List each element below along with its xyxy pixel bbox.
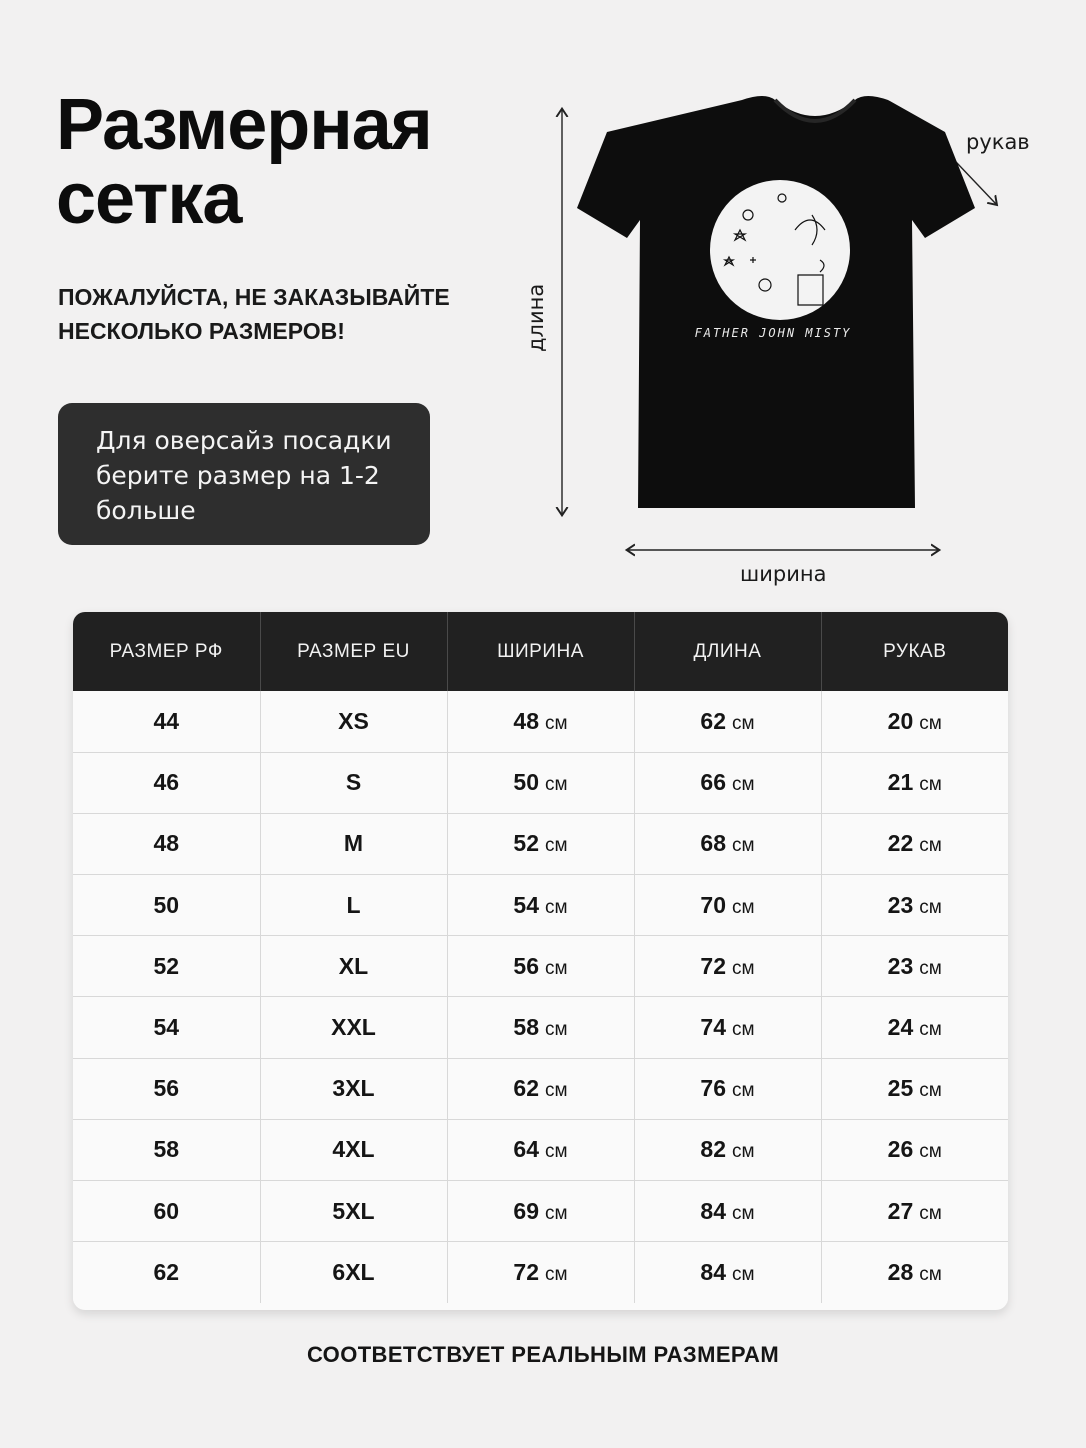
cell-value: 56	[153, 1075, 180, 1102]
cell-unit: см	[919, 1141, 942, 1163]
cell-size-ru	[73, 1181, 260, 1242]
cell-value: M	[343, 830, 364, 857]
cell-width	[447, 752, 634, 813]
warning-line-2: НЕСКОЛЬКО РАЗМЕРОВ!	[58, 318, 345, 344]
cell-length	[634, 1242, 821, 1303]
cell-value: 82	[700, 1136, 727, 1163]
oversize-note	[58, 403, 430, 545]
cell-unit: см	[545, 1202, 568, 1224]
cell-value: 3XL	[332, 1075, 375, 1102]
cell-unit: см	[732, 712, 755, 734]
cell-value: 23	[887, 952, 914, 979]
cell-sleeve	[821, 691, 1008, 752]
cell-value: 22	[887, 830, 914, 857]
table-row	[73, 1181, 1008, 1242]
cell-value: 21	[887, 769, 914, 796]
table-row	[73, 1058, 1008, 1119]
cell-value: 58	[513, 1014, 540, 1041]
cell-value: 54	[153, 1014, 180, 1041]
cell-value: 28	[887, 1259, 914, 1286]
oversize-note-text: Для оверсайз посадки берите размер на 1-2 больше	[96, 426, 392, 525]
cell-value: 62	[153, 1259, 180, 1286]
cell-value: 69	[513, 1197, 540, 1224]
cell-value: 72	[513, 1259, 540, 1286]
page-title	[56, 85, 432, 239]
cell-width	[447, 813, 634, 874]
cell-size-eu	[260, 936, 447, 997]
cell-value: S	[345, 769, 362, 796]
cell-size-eu	[260, 813, 447, 874]
cell-size-eu	[260, 1242, 447, 1303]
cell-width	[447, 936, 634, 997]
cell-value: 5XL	[332, 1197, 375, 1224]
cell-value: 60	[153, 1197, 180, 1224]
cell-value: 54	[513, 891, 540, 918]
cell-size-eu	[260, 1181, 447, 1242]
cell-value: 56	[513, 952, 540, 979]
order-warning	[58, 280, 508, 348]
cell-value: 6XL	[332, 1259, 375, 1286]
cell-value: 23	[887, 891, 914, 918]
cell-unit: см	[732, 1141, 755, 1163]
cell-sleeve	[821, 752, 1008, 813]
cell-size-ru	[73, 936, 260, 997]
cell-length	[634, 936, 821, 997]
cell-unit: см	[545, 957, 568, 979]
cell-size-ru	[73, 752, 260, 813]
cell-size-ru	[73, 1242, 260, 1303]
header-width: ШИРИНА	[447, 612, 634, 691]
table-row	[73, 813, 1008, 874]
tshirt-diagram	[520, 90, 1080, 600]
cell-width	[447, 1181, 634, 1242]
cell-unit: см	[919, 1019, 942, 1041]
footer-note: СООТВЕТСТВУЕТ РЕАЛЬНЫМ РАЗМЕРАМ	[306, 1342, 780, 1367]
cell-unit: см	[732, 1019, 755, 1041]
cell-value: 44	[153, 707, 180, 734]
width-label: ширина	[740, 562, 827, 586]
cell-sleeve	[821, 1242, 1008, 1303]
cell-size-eu	[260, 875, 447, 936]
header-size-ru: РАЗМЕР РФ	[73, 612, 260, 691]
cell-sleeve	[821, 1058, 1008, 1119]
cell-value: 84	[700, 1259, 727, 1286]
cell-size-eu	[260, 752, 447, 813]
cell-size-ru	[73, 691, 260, 752]
cell-sleeve	[821, 1181, 1008, 1242]
cell-unit: см	[919, 1264, 942, 1286]
sleeve-label: рукав	[966, 130, 1030, 154]
cell-length	[634, 875, 821, 936]
cell-unit: см	[545, 1141, 568, 1163]
cell-sleeve	[821, 875, 1008, 936]
cell-unit: см	[545, 712, 568, 734]
cell-width	[447, 691, 634, 752]
cell-value: XXL	[331, 1014, 376, 1041]
header-size-eu: РАЗМЕР EU	[260, 612, 447, 691]
cell-value: 64	[513, 1136, 540, 1163]
cell-size-eu	[260, 1119, 447, 1180]
table-row	[73, 752, 1008, 813]
cell-value: 58	[153, 1136, 180, 1163]
cell-value: 25	[887, 1075, 914, 1102]
cell-value: 70	[700, 891, 727, 918]
cell-size-ru	[73, 1119, 260, 1180]
cell-size-ru	[73, 1058, 260, 1119]
cell-size-ru	[73, 997, 260, 1058]
cell-size-eu	[260, 1058, 447, 1119]
cell-unit: см	[919, 835, 942, 857]
cell-unit: см	[545, 835, 568, 857]
cell-unit: см	[919, 1080, 942, 1102]
cell-unit: см	[732, 896, 755, 918]
tshirt-illustration	[520, 90, 1080, 600]
cell-unit: см	[545, 1080, 568, 1102]
cell-value: XS	[338, 707, 369, 734]
size-table	[73, 612, 1008, 1310]
cell-unit: см	[919, 957, 942, 979]
cell-unit: см	[545, 774, 568, 796]
cell-value: 26	[887, 1136, 914, 1163]
cell-unit: см	[545, 1019, 568, 1041]
table-row	[73, 997, 1008, 1058]
cell-value: 48	[513, 707, 540, 734]
table-body	[73, 691, 1008, 1303]
cell-value: 48	[153, 830, 180, 857]
print-text: FATHER JOHN MISTY	[694, 326, 852, 340]
cell-unit: см	[919, 896, 942, 918]
cell-size-eu	[260, 997, 447, 1058]
cell-length	[634, 1181, 821, 1242]
cell-value: 27	[887, 1197, 914, 1224]
cell-width	[447, 1058, 634, 1119]
cell-sleeve	[821, 997, 1008, 1058]
cell-value: 74	[700, 1014, 727, 1041]
cell-length	[634, 1058, 821, 1119]
cell-size-ru	[73, 875, 260, 936]
cell-value: 52	[153, 952, 180, 979]
cell-unit: см	[732, 957, 755, 979]
cell-value: 20	[887, 707, 914, 734]
cell-unit: см	[545, 1264, 568, 1286]
cell-value: 46	[153, 769, 180, 796]
table-row	[73, 875, 1008, 936]
cell-length	[634, 813, 821, 874]
cell-value: 76	[700, 1075, 727, 1102]
cell-value: 62	[700, 707, 727, 734]
cell-value: 62	[513, 1075, 540, 1102]
table-row	[73, 1119, 1008, 1180]
cell-value: 24	[887, 1014, 914, 1041]
table-row	[73, 936, 1008, 997]
length-label: длина	[524, 283, 548, 352]
cell-length	[634, 1119, 821, 1180]
cell-width	[447, 997, 634, 1058]
cell-unit: см	[732, 1264, 755, 1286]
cell-unit: см	[732, 774, 755, 796]
cell-width	[447, 875, 634, 936]
cell-value: 72	[700, 952, 727, 979]
cell-unit: см	[919, 712, 942, 734]
cell-size-ru	[73, 813, 260, 874]
cell-sleeve	[821, 813, 1008, 874]
cell-value: L	[346, 891, 361, 918]
cell-sleeve	[821, 936, 1008, 997]
cell-value: 52	[513, 830, 540, 857]
cell-value: 50	[153, 891, 180, 918]
cell-width	[447, 1242, 634, 1303]
title-line-2: сетка	[56, 159, 242, 239]
table-row	[73, 1242, 1008, 1303]
cell-unit: см	[732, 1202, 755, 1224]
cell-value: 50	[513, 769, 540, 796]
cell-unit: см	[919, 1202, 942, 1224]
header-length: ДЛИНА	[634, 612, 821, 691]
cell-length	[634, 691, 821, 752]
table-row	[73, 691, 1008, 752]
cell-value: XL	[338, 952, 369, 979]
cell-unit: см	[732, 1080, 755, 1102]
header-sleeve: РУКАВ	[883, 640, 947, 662]
cell-sleeve	[821, 1119, 1008, 1180]
cell-length	[634, 997, 821, 1058]
cell-size-eu	[260, 691, 447, 752]
cell-value: 84	[700, 1197, 727, 1224]
warning-line-1: ПОЖАЛУЙСТА, НЕ ЗАКАЗЫВАЙТЕ	[58, 284, 450, 310]
cell-length	[634, 752, 821, 813]
cell-unit: см	[732, 835, 755, 857]
cell-width	[447, 1119, 634, 1180]
cell-unit: см	[545, 896, 568, 918]
cell-unit: см	[919, 774, 942, 796]
cell-value: 68	[700, 830, 727, 857]
cell-value: 4XL	[332, 1136, 375, 1163]
table-header-row	[73, 612, 1008, 691]
title-line-1: Размерная	[56, 85, 432, 165]
cell-value: 66	[700, 769, 727, 796]
